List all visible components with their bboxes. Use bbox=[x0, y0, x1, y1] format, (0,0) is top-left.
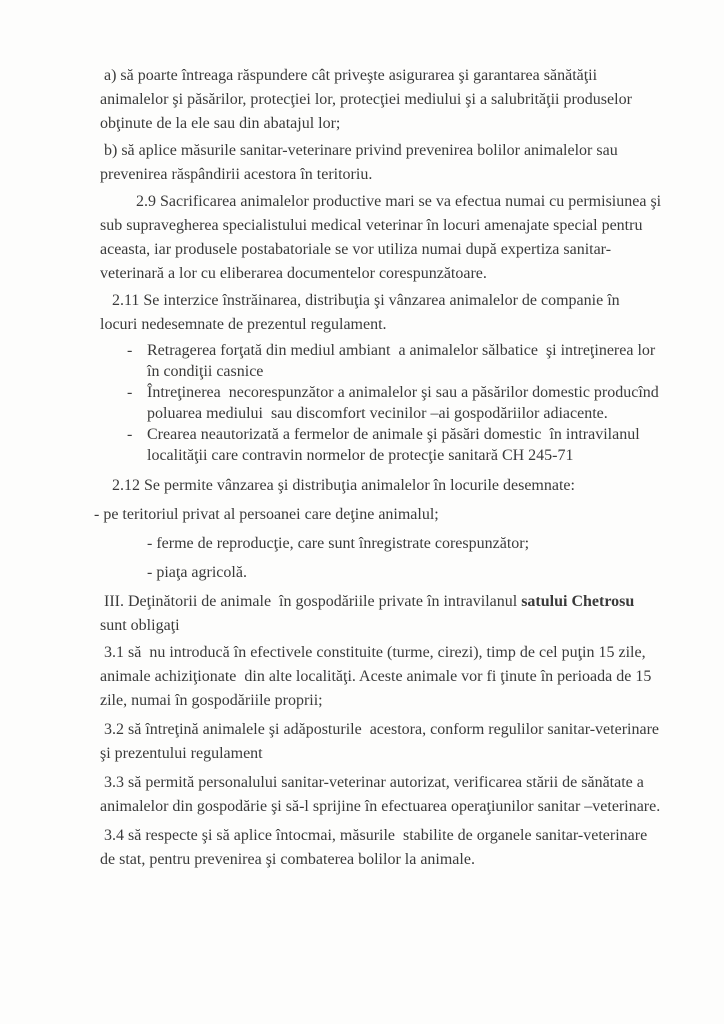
bullet-dash-marker: - bbox=[127, 384, 133, 401]
clause-3-2: 3.2 să întreţină animalele şi adăposturile acestora, conform regulilor sanitar-veterinare şi prezentului regulament bbox=[100, 721, 664, 762]
clause-2-9: 2.9 Sacrificarea animalelor productive mari se va efectua numai cu permisiunea şi sub supravegherea specialistului medical veterinar în locuri amenajate special pentru aceasta, iar produsele postabatoriale se vor utiliza numai după expertiza sanitar-veterinară a lor cu eliberarea documentelor corespunzătoare. bbox=[100, 193, 666, 282]
bullet-dash-marker: - bbox=[127, 342, 133, 359]
list-item-text: Crearea neautorizată a fermelor de animale şi păsări domestic în intravilanul localităţii care contravin normelor de protecţie sanitară CH 245-71 bbox=[147, 426, 644, 464]
section-3-heading-bold-village-name: satului Chetrosu bbox=[521, 593, 635, 610]
clause-3-3: 3.3 să permită personalului sanitar-veterinar autorizat, verificarea stării de sănătate a animalelor din gospodărie şi să-l sprijine în efectuarea operaţiunilor sanitar –veterinare. bbox=[100, 774, 661, 815]
list-item-text: Retragerea forţată din mediul ambiant a animalelor sălbatice şi intreţinerea lor în condiţii casnice bbox=[147, 342, 660, 380]
bullet-dash-marker: - bbox=[127, 426, 133, 443]
clause-3-1: 3.1 să nu introducă în efectivele constituite (turme, cirezi), timp de cel puţin 15 zile, animale achiziţionate din alte localităţi. Aceste animale vor fi ţinute în perioada de 15 zile, numai în gospodăriile proprii; bbox=[100, 644, 656, 709]
clause-2-12: 2.12 Se permite vânzarea şi distribuţia animalelor în locurile desemnate: bbox=[112, 477, 575, 494]
prohibited-actions-list bbox=[100, 340, 662, 466]
list-item bbox=[100, 340, 662, 382]
obligation-item-a: a) să poarte întreaga răspundere cât priveşte asigurarea şi garantarea sănătăţii animalelor şi păsărilor, protecţiei lor, protecţiei mediului şi a salubrităţii produselor obţinute de la ele sau din abatajul lor; bbox=[100, 67, 636, 132]
section-3-heading-text-after: sunt obligaţi bbox=[100, 593, 643, 634]
document-text-block bbox=[94, 64, 666, 875]
list-item bbox=[100, 382, 662, 424]
clause-2-11: 2.11 Se interzice înstrăinarea, distribuţia şi vânzarea animalelor de companie în locuri nedesemnate de prezentul regulament. bbox=[100, 292, 628, 333]
clause-3-4: 3.4 să respecte şi să aplice întocmai, măsurile stabilite de organele sanitar-veterinare de stat, pentru prevenirea şi combaterea bolilor la animale. bbox=[100, 827, 652, 868]
section-3-heading-text: III. Deţinătorii de animale în gospodăriile private în intravilanul bbox=[104, 593, 522, 610]
section-3-heading bbox=[100, 590, 662, 638]
obligation-item-b: b) să aplice măsurile sanitar-veterinare privind prevenirea bolilor animalelor sau prevenirea răspândirii acestora în teritoriu. bbox=[100, 142, 622, 183]
dash-item-agricultural-market: - piaţa agricolă. bbox=[147, 564, 247, 581]
dash-item-breeding-farms: - ferme de reproducţie, care sunt înregistrate corespunzător; bbox=[147, 535, 530, 552]
list-item bbox=[100, 424, 662, 466]
dash-item-private-territory: - pe teritoriul privat al persoanei care deţine animalul; bbox=[94, 506, 439, 523]
list-item-text: Întreţinerea necorespunzător a animalelor şi sau a păsărilor domestic producînd poluarea mediului sau discomfort vecinilor –ai gospodăriilor adiacente. bbox=[147, 384, 663, 422]
